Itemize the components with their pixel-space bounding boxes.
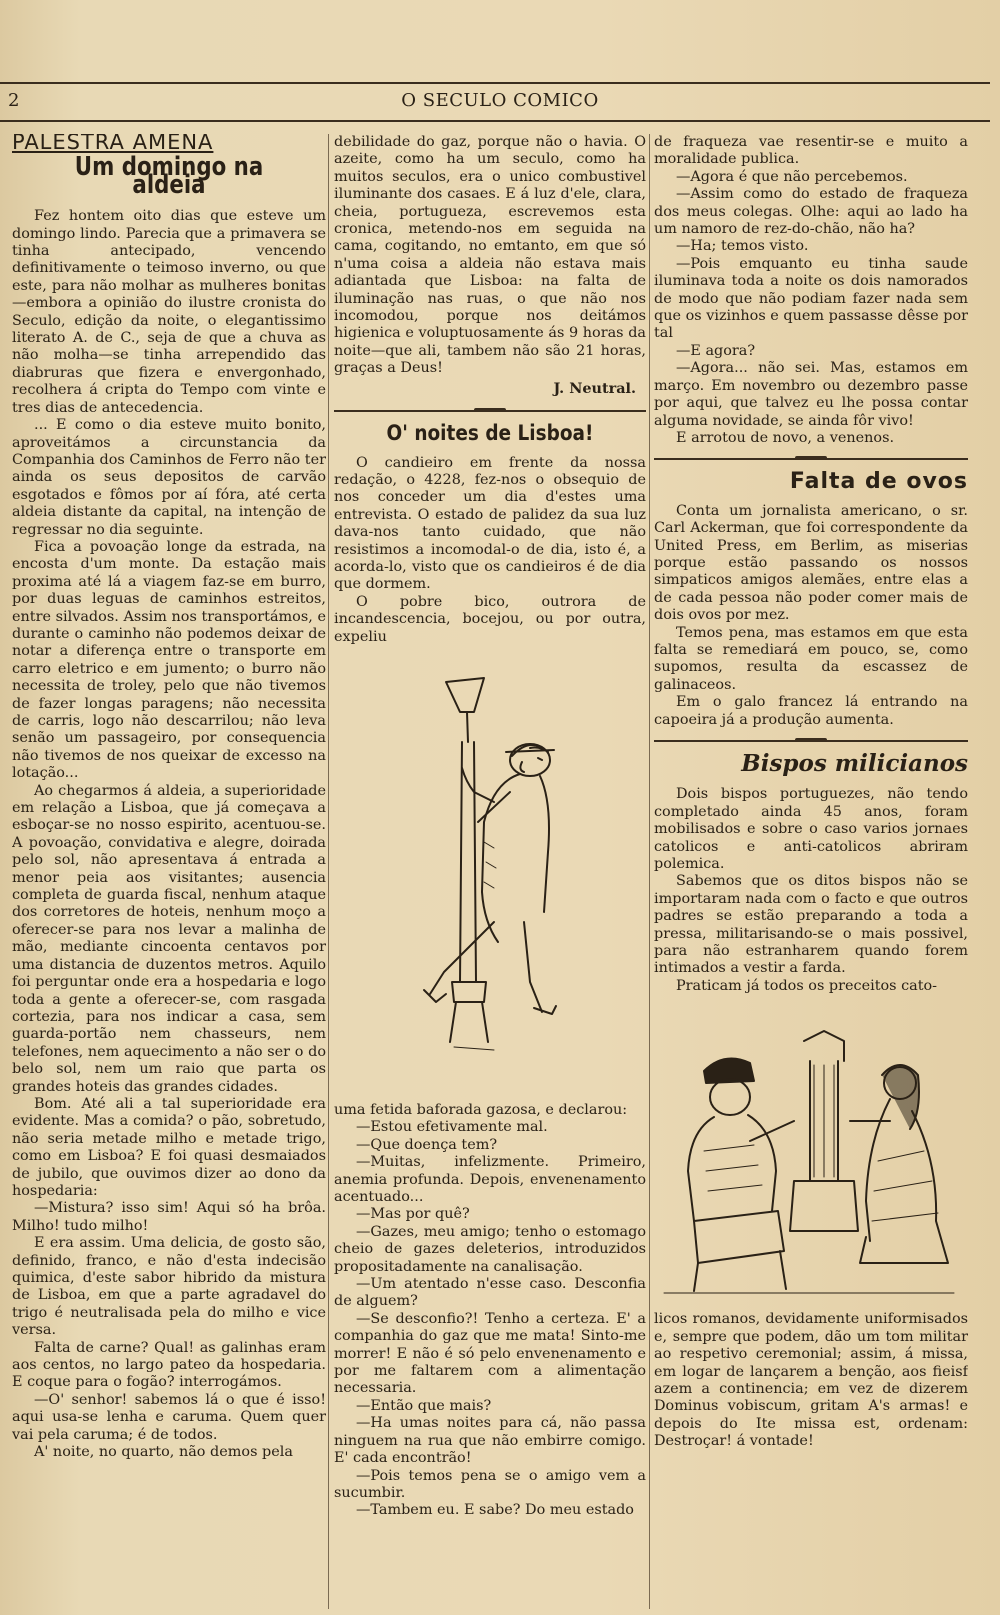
column-rule [328, 134, 329, 1609]
running-title: O SECULO COMICO [401, 90, 599, 111]
dialogue-line: —Assim como do estado de fraqueza dos meus colegas. Olhe: aqui ao lado ha um namoro de rez-do-chão, não ha? [654, 186, 968, 238]
dialogue-line: —Estou efetivamente mal. [356, 1119, 548, 1136]
paragraph: Praticam já todos os preceitos cato- [676, 977, 938, 994]
bishop-illustration [654, 1001, 968, 1301]
paragraph: Sabemos que os ditos bispos não se importaram nada com o facto e que outros padres se estão preparando a toda a pressa, militarisando-se o mais possivel, para não estranharem quando forem intimados a vestir a farda. [654, 873, 968, 977]
dialogue-line: —Muitas, infelizmente. Primeiro, anemia profunda. Depois, envenenamento acentuado... [334, 1154, 646, 1205]
dialogue-line: —Gazes, meu amigo; tenho o estomago cheio de gazes deleterios, introduzidos propositadamente na canalisação. [334, 1223, 646, 1275]
article-separator [334, 405, 646, 417]
dialogue-line: —Ha umas noites para cá, não passa ninguem na rua que não embirre comigo. E' cada encontrão! [334, 1415, 646, 1467]
article-headline: Um domingo na aldeia [74, 152, 264, 200]
dialogue-line: —Mas por quê? [356, 1206, 470, 1223]
page-header [0, 82, 990, 122]
section-kicker: PALESTRA AMENA [12, 134, 214, 154]
paragraph: Falta de carne? Qual! as galinhas eram aos centos, no largo pateo da hospedaria. E coque para o fogão? interrogámos. [12, 1339, 326, 1391]
article-headline: Bispos milicianos [741, 750, 968, 777]
paragraph: debilidade do gaz, porque não o havia. O azeite, como ha um seculo, como ha muitos seculos, era o unico combustivel iluminante dos casaes. E á luz d'ele, clara, cheia, portugueza, escrevemos esta cronica, metendo-nos em seguida na cama, cogitando, no emtanto, em que só n'uma coisa a aldeia não estava mais adiantada que Lisboa: na falta de iluminação nas ruas, o que não nos incomodou, porque nos deitámos higienica e voluptuosamente ás 9 horas da noite—que ali, tambem não são 21 horas, graças a Deus! [334, 134, 646, 377]
column-3 [654, 134, 968, 1609]
paragraph: Conta um jornalista americano, o sr. Carl Ackerman, que foi correspondente da United Press, em Berlim, as miserias porque estão passando os nossos simpaticos amigos alemães, entre elas a de cada pessoa não poder comer mais de dois ovos por mez. [654, 502, 968, 624]
paragraph: Em o galo francez lá entrando na capoeira já a produção aumenta. [654, 694, 968, 728]
paragraph: uma fetida baforada gazosa, e declarou: [334, 1101, 628, 1118]
author-signature: J. Neutral. [553, 379, 636, 397]
paragraph: Fez hontem oito dias que esteve um domingo lindo. Parecia que a primavera se tinha antecipado, vencendo definitivamente o teimoso inverno, ou que este, para não molhar as mulheres bonitas—embora a opinião do ilustre cronista do Seculo, edição da noite, o elegantissimo literato A. de C., seja de que a chuva as não molha—se tinha arrependido das diabruras que fizera e envergonhado, recolhera á cripta do Tempo com vinte e tres dias de antecedencia. [12, 208, 326, 416]
dialogue-line: —Pois temos pena se o amigo vem a sucumbir. [334, 1467, 646, 1501]
paragraph: —O' senhor! sabemos lá o que é isso! aqui usa-se lenha e caruma. Quem quer vai pela caruma; é de todos. [12, 1391, 326, 1443]
paragraph: Ao chegarmos á aldeia, a superioridade em relação a Lisboa, que já começava a esboçar-se no nosso espirito, acentuou-se. A povoação, convidativa e alegre, doirada pelo sol, não apresentava á entrada a menor peia aos visitantes; ausencia completa de guarda fiscal, nenhum ataque dos corretores de hoteis, nenhum moço a oferecer-se para nos levar a malinha de mão, mediante cincoenta centavos por uma distancia de duzentos metros. Aquilo foi perguntar onde era a hospedaria e logo toda a gente a oferecer-se, com rasgada cortezia, para nos indicar a casa, sem guarda-portão nem chasseurs, nem telefones, nem aquecimento a não ser o do belo sol, nem um raio que parta os grandes hoteis das grandes cidades. [12, 782, 326, 1095]
paragraph: Bom. Até ali a tal superioridade era evidente. Mas a comida? o pão, sobretudo, não seria metade milho e metade trigo, como em Lisboa? E foi quasi desmaiados de jubilo, que ouvimos dizer ao dono da hospedaria: [12, 1095, 326, 1199]
paragraph: licos romanos, devidamente uniformisados e, sempre que podem, dão um tom militar ao respetivo ceremonial; assim, á missa, em logar de lançarem a benção, aos fieisf azem a continencia; em vez de dizerem Dominus vobiscum, gritam A's armas! e depois do Ite missa est, ordenam: Destroçar! á vontade! [654, 1311, 968, 1450]
paragraph: Fica a povoação longe da estrada, na encosta d'um monte. Da estação mais proxima até lá a viagem faz-se em burro, por duas leguas de caminhos estreitos, entre silvados. Assim nos transportámos, e durante o caminho não podemos deixar de notar a diferença entre o transporte em carro eletrico e em jumento; o burro não necessita de troley, pelo que não tivemos de fazer longas paragens; não necessita de carris, logo não descarrilou; não leva senão um passageiro, por consequencia não tivemos de nos queixar de excesso na lotação... [12, 538, 326, 782]
dialogue-line: —Ha; temos visto. [676, 238, 809, 255]
dialogue-line: —Que doença tem? [356, 1136, 498, 1153]
paragraph: de fraqueza vae resentir-se e muito a moralidade publica. [654, 134, 968, 168]
dialogue-line: —Agora... não sei. Mas, estamos em março. Em novembro ou dezembro passe por aqui, que talvez eu lhe possa contar alguma novidade, se ainda fôr vivo! [654, 360, 968, 429]
dialogue-line: —Um atentado n'esse caso. Desconfia de alguem? [334, 1276, 646, 1310]
article-headline: Falta de ovos [789, 469, 968, 495]
paragraph: E arrotou de novo, a venenos. [676, 429, 895, 446]
dialogue-line: —Se desconfio?! Tenho a certeza. E' a companhia do gaz que me mata! Sinto-me morrer! E não é só pelo envenenamento e por me faltarem com a alimentação necessaria. [334, 1310, 646, 1397]
paragraph: ... E como o dia esteve muito bonito, aproveitámos a circunstancia da Companhia dos Caminhos de Ferro não ter ainda os seus depositos de carvão esgotados e fômos por aí fóra, até certa aldeia distante da capital, na intenção de regressar no dia seguinte. [12, 417, 326, 538]
column-rule [649, 134, 650, 1609]
page-number: 2 [8, 90, 20, 111]
article-separator [654, 735, 968, 747]
dialogue-line: —E agora? [676, 342, 756, 359]
paragraph: A' noite, no quarto, não demos pela [34, 1444, 293, 1461]
paragraph: —Mistura? isso sim! Aqui só ha brôa. Milho! tudo milho! [12, 1200, 326, 1234]
dialogue-line: —Tambem eu. E sabe? Do meu estado [356, 1502, 634, 1519]
paragraph: Temos pena, mas estamos em que esta falta se remediará em pouco, se, como supomos, resulta da escassez de galinaceos. [654, 624, 968, 693]
dialogue-line: —Agora é que não percebemos. [676, 168, 908, 185]
article-separator [654, 453, 968, 465]
paragraph: O candieiro em frente da nossa redação, o 4228, fez-nos o obsequio de nos conceder um dia d'estes uma entrevista. O estado de palidez da sua luz dava-nos tanto cuidado, que não resistimos a incomodal-o de dia, isto é, a acorda-lo, visto que os candieiros é de dia que dormem. [334, 454, 646, 593]
lamppost-illustration [334, 652, 646, 1092]
article-headline: O' noites de Lisboa! [386, 421, 594, 446]
column-1 [12, 134, 326, 1609]
paragraph: Dois bispos portuguezes, não tendo completado ainda 45 anos, foram mobilisados e sobre o caso varios jornaes catolicos e anti-catolicos abriram polemica. [654, 786, 968, 873]
dialogue-line: —Pois emquanto eu tinha saude iluminava toda a noite os dois namorados de modo que não podiam fazer nada sem que os vizinhos e quem passasse dêsse por tal [654, 255, 968, 342]
paragraph: E era assim. Uma delicia, de gosto são, definido, franco, e não d'esta indecisão quimica, d'este sabor hibrido da mistura de Lisboa, em que a parte agradavel do trigo é neutralisada pela do milho e vice versa. [12, 1235, 326, 1339]
paragraph: O pobre bico, outrora de incandescencia, bocejou, ou por outra, expeliu [334, 593, 646, 645]
dialogue-line: —Então que mais? [356, 1397, 492, 1414]
column-2 [334, 134, 646, 1609]
